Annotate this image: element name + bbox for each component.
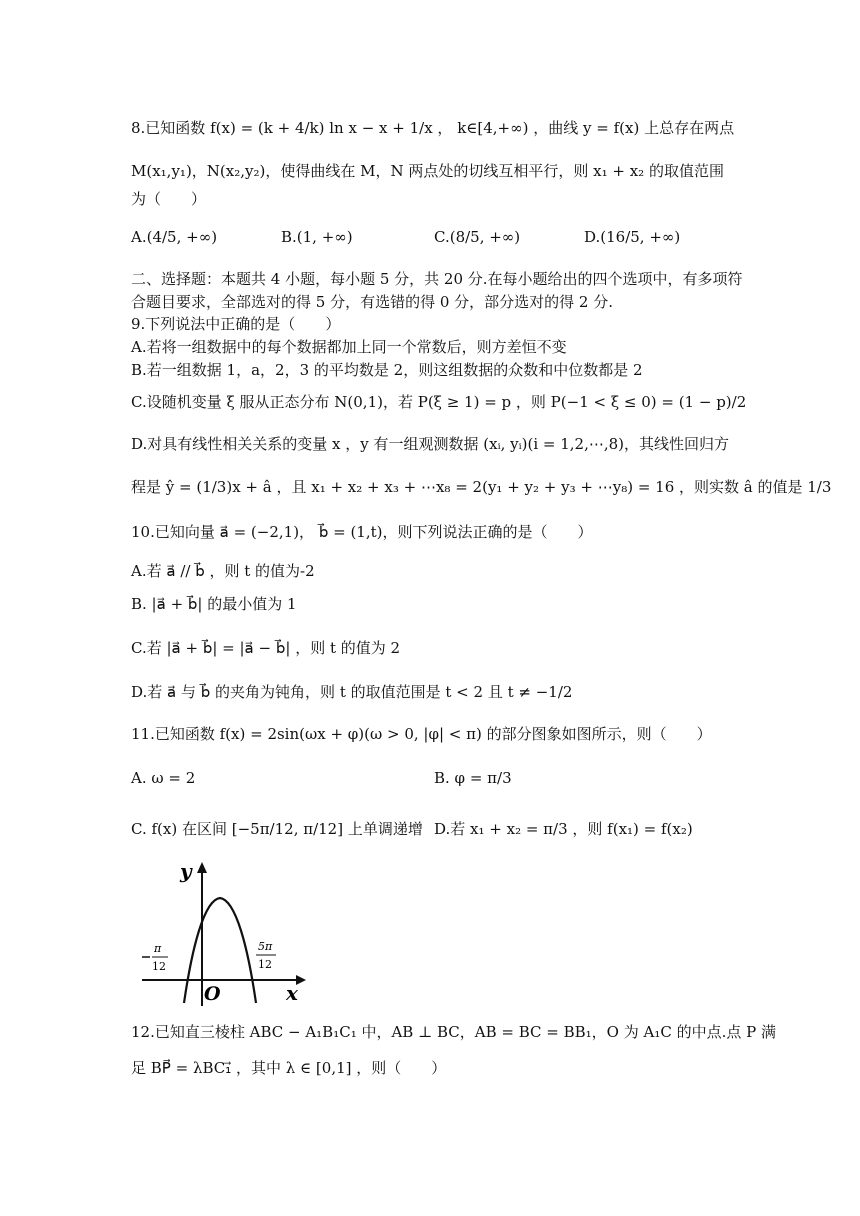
section2-line-2: 合题目要求，全部选对的得 5 分，有选错的得 0 分，部分选对的得 2 分. [131, 293, 614, 311]
q8-option-a: A.(4/5, +∞) [131, 228, 218, 246]
q11-function-graph [140, 858, 310, 1008]
q11-option-b: B. φ = π/3 [434, 769, 512, 787]
y-axis-arrow-icon [197, 862, 207, 873]
right-tick-denominator: 12 [258, 958, 272, 971]
q10-stem: 10.已知向量 a⃗ = (−2,1)， b⃗ = (1,t)，则下列说法正确的是（ ） [131, 523, 593, 541]
left-tick-numerator: π [154, 942, 162, 955]
q9-option-b: B.若一组数据 1，a，2，3 的平均数是 2，则这组数据的众数和中位数都是 2 [131, 361, 643, 379]
y-axis-label: y [180, 859, 192, 883]
q11-option-d: D.若 x₁ + x₂ = π/3 ，则 f(x₁) = f(x₂) [434, 820, 693, 838]
q9-stem: 9.下列说法中正确的是（ ） [131, 315, 341, 333]
q10-option-c: C.若 |a⃗ + b⃗| = |a⃗ − b⃗| ，则 t 的值为 2 [131, 639, 401, 657]
q9-option-d-line-2: 程是 ŷ = (1/3)x + â ，且 x₁ + x₂ + x₃ + ⋯x₈ = 2(y₁ + y₂ + y₃ + ⋯y₈) = 16 ，则实数 â 的值是 1/3 [131, 478, 832, 496]
q10-option-d: D.若 a⃗ 与 b⃗ 的夹角为钝角，则 t 的取值范围是 t < 2 且 t ≠ −1/2 [131, 683, 573, 701]
q11-stem: 11.已知函数 f(x) = 2sin(ωx + φ)(ω > 0, |φ| < π) 的部分图象如图所示，则（ ） [131, 725, 712, 743]
q8-option-c: C.(8/5, +∞) [434, 228, 521, 246]
q9-option-a: A.若将一组数据中的每个数据都加上同一个常数后，则方差恒不变 [131, 338, 567, 356]
right-tick-numerator: 5π [258, 940, 273, 953]
q12-line-2: 足 BP⃗ = λBC₁⃗ ，其中 λ ∈ [0,1] ，则（ ） [131, 1059, 447, 1077]
origin-label: O [204, 983, 221, 1005]
q9-option-d-line-1: D.对具有线性相关关系的变量 x ，y 有一组观测数据 (xᵢ, yᵢ)(i = 1,2,⋯,8)，其线性回归方 [131, 435, 730, 453]
q10-option-b: B. |a⃗ + b⃗| 的最小值为 1 [131, 595, 297, 613]
q9-option-c: C.设随机变量 ξ 服从正态分布 N(0,1)，若 P(ξ ≥ 1) = p ，则 P(−1 < ξ ≤ 0) = (1 − p)/2 [131, 393, 747, 411]
q8-line-1: 8.已知函数 f(x) = (k + 4/k) ln x − x + 1/x ， k∈[4,+∞) ，曲线 y = f(x) 上总存在两点 [131, 119, 735, 137]
section2-line-1: 二、选择题：本题共 4 小题，每小题 5 分，共 20 分.在每小题给出的四个选项中，有多项符 [131, 270, 743, 288]
q12-line-1: 12.已知直三棱柱 ABC − A₁B₁C₁ 中，AB ⊥ BC，AB = BC = BB₁，O 为 A₁C 的中点.点 P 满 [131, 1023, 776, 1041]
q8-option-b: B.(1, +∞) [281, 228, 353, 246]
left-tick-denominator: 12 [152, 960, 166, 973]
q10-option-a: A.若 a⃗ // b⃗ ，则 t 的值为-2 [131, 562, 315, 580]
q8-line-3: 为（ ） [131, 190, 207, 208]
x-axis-label: x [286, 981, 298, 1005]
q11-option-c: C. f(x) 在区间 [−5π/12, π/12] 上单调递增 [131, 820, 423, 838]
q8-line-2: M(x₁,y₁)，N(x₂,y₂)，使得曲线在 M，N 两点处的切线互相平行，则 x₁ + x₂ 的取值范围 [131, 162, 724, 180]
q11-option-a: A. ω = 2 [131, 769, 196, 787]
q8-option-d: D.(16/5, +∞) [584, 228, 681, 246]
